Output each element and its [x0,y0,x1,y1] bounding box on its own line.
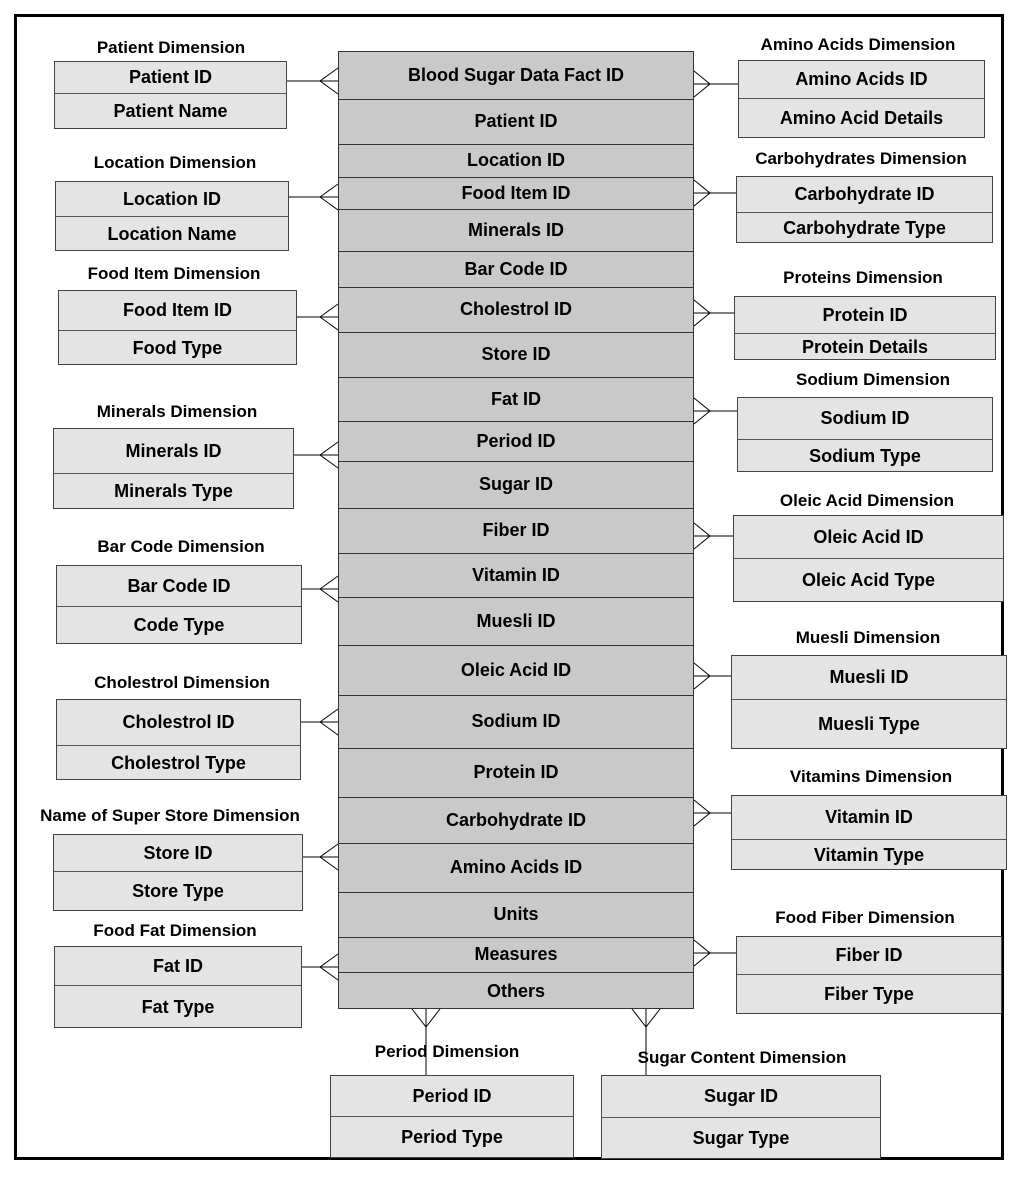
carbohydrates-dimension-table [736,176,993,243]
dimension-row-divider [737,974,1001,975]
location-dimension-title: Location Dimension [93,153,257,172]
location-dimension-table [55,181,289,251]
sugar-content-dimension-table [601,1075,881,1159]
fact-row-divider [339,553,693,554]
bar-code-dimension-title: Bar Code Dimension [97,537,265,556]
dimension-field: Patient Name [113,101,228,121]
dimension-field: Sodium Type [809,445,921,466]
dimension-row-divider [738,439,992,440]
fact-row-divider [339,797,693,798]
dimension-field: Fiber Type [824,984,914,1004]
period-dimension-title: Period Dimension [374,1042,520,1061]
fact-field: Sodium ID [471,711,561,731]
fact-row-divider [339,99,693,100]
fact-row-divider [339,972,693,973]
proteins-crows-foot [694,300,710,313]
minerals-crows-foot [320,455,338,468]
dimension-row-divider [55,985,301,986]
vitamins-dimension-title: Vitamins Dimension [789,767,953,786]
sodium-dimension-title: Sodium Dimension [796,370,950,389]
super-store-dimension-table [53,834,303,911]
fact-field: Fat ID [490,388,541,409]
amino-acids-dimension-table [738,60,985,138]
food-fiber-crows-foot [694,953,710,966]
patient-crows-foot [320,68,338,81]
dimension-field: Protein ID [822,304,908,325]
muesli-crows-foot [694,663,710,676]
food-item-dimension-title: Food Item Dimension [87,264,261,283]
cholestrol-crows-foot [320,722,338,735]
fact-field: Vitamin ID [472,564,560,585]
food-fat-dimension-table [54,946,302,1028]
sodium-crows-foot [694,411,710,424]
amino-acids-dimension-title: Amino Acids Dimension [760,35,956,54]
food-fiber-dimension-table [736,936,1002,1014]
oleic-acid-crows-foot [694,536,710,549]
dimension-field: Fiber ID [835,945,903,965]
muesli-crows-foot [694,676,710,689]
minerals-dimension-table [53,428,294,509]
dimension-field: Oleic Acid Type [801,570,936,590]
vitamins-crows-foot [694,813,710,826]
sodium-crows-foot [694,398,710,411]
dimension-row-divider [331,1116,573,1117]
dimension-field: Store ID [143,842,213,863]
dimension-field: Bar Code ID [127,575,231,596]
dimension-field: Protein Details [801,336,929,357]
fact-row-divider [339,287,693,288]
dimension-row-divider [735,333,995,334]
food-fat-crows-foot [320,954,338,967]
dimension-field: Period ID [412,1085,492,1106]
dimension-field: Location ID [123,188,221,209]
fact-row-divider [339,843,693,844]
period-crows-foot [426,1009,440,1027]
dimension-field: Cholestrol Type [111,752,246,773]
dimension-field: Muesli Type [818,714,920,734]
fact-field: Store ID [481,344,551,364]
oleic-acid-dimension-title: Oleic Acid Dimension [779,491,955,510]
proteins-dimension-title: Proteins Dimension [783,268,943,287]
fact-field: Cholestrol ID [459,299,572,319]
super-store-crows-foot [320,857,338,870]
dimension-row-divider [602,1117,880,1118]
dimension-field: Vitamin ID [825,807,913,827]
fact-row-divider [339,251,693,252]
amino-acids-crows-foot [694,71,710,84]
dimension-row-divider [57,606,301,607]
muesli-dimension-title: Muesli Dimension [795,628,941,647]
fact-field: Carbohydrate ID [445,809,587,830]
dimension-field: Oleic Acid ID [813,526,924,547]
carbohydrates-crows-foot [694,180,710,193]
dimension-row-divider [55,93,286,94]
oleic-acid-dimension-table [733,515,1004,602]
fact-row-divider [339,597,693,598]
fact-row-divider [339,508,693,509]
food-item-dimension-table [58,290,297,365]
dimension-field: Sugar Type [692,1128,790,1148]
minerals-dimension-title: Minerals Dimension [96,402,258,421]
carbohydrates-dimension-title: Carbohydrates Dimension [755,149,967,168]
oleic-acid-crows-foot [694,523,710,536]
fact-field: Units [493,904,539,924]
muesli-dimension-table [731,655,1007,749]
dimension-field: Code Type [133,615,225,635]
food-fiber-dimension-title: Food Fiber Dimension [775,908,955,927]
fact-field: Amino Acids ID [449,857,583,877]
dimension-field: Carbohydrate Type [783,217,946,238]
fact-row-divider [339,461,693,462]
dimension-field: Amino Acid Details [779,108,944,128]
fact-row-divider [339,209,693,210]
cholestrol-dimension-title: Cholestrol Dimension [94,673,270,692]
fact-field: Bar Code ID [464,258,568,279]
dimension-row-divider [732,839,1006,840]
fact-row-divider [339,695,693,696]
food-fat-dimension-title: Food Fat Dimension [93,921,257,940]
food-fat-crows-foot [320,967,338,980]
sugar-content-dimension-title: Sugar Content Dimension [637,1048,847,1067]
fact-field: Period ID [476,430,556,451]
dimension-field: Food Type [132,337,223,358]
fact-field: Oleic Acid ID [460,659,572,680]
dimension-field: Fat Type [141,996,215,1017]
dimension-row-divider [732,699,1006,700]
fact-row-divider [339,177,693,178]
sodium-dimension-table [737,397,993,472]
fact-row-divider [339,748,693,749]
dimension-row-divider [57,745,300,746]
dimension-field: Minerals ID [125,440,222,461]
vitamins-dimension-table [731,795,1007,870]
dimension-row-divider [54,871,302,872]
fact-row-divider [339,937,693,938]
food-fiber-crows-foot [694,940,710,953]
super-store-dimension-title: Name of Super Store Dimension [40,806,300,825]
dimension-row-divider [59,330,296,331]
dimension-field: Sodium ID [820,408,910,428]
food-item-crows-foot [320,317,338,330]
dimension-field: Location Name [107,223,237,244]
fact-row-divider [339,421,693,422]
dimension-field: Carbohydrate ID [794,184,935,204]
fact-field: Food Item ID [461,182,571,203]
carbohydrates-crows-foot [694,193,710,206]
dimension-field: Fat ID [152,955,203,976]
fact-row-divider [339,377,693,378]
dimension-row-divider [54,473,293,474]
fact-row-divider [339,645,693,646]
fact-row-divider [339,892,693,893]
patient-crows-foot [320,81,338,94]
minerals-crows-foot [320,442,338,455]
fact-field: Sugar ID [478,474,553,494]
fact-field: Minerals ID [467,219,565,240]
proteins-crows-foot [694,313,710,326]
super-store-crows-foot [320,844,338,857]
dimension-field: Vitamin Type [813,844,925,865]
dimension-field: Amino Acids ID [795,69,928,89]
sugar-content-crows-foot [632,1009,646,1027]
dimension-field: Food Item ID [123,300,232,320]
dimension-field: Muesli ID [829,667,909,687]
dimension-field: Minerals Type [114,481,233,501]
bar-code-crows-foot [320,589,338,602]
bar-code-crows-foot [320,576,338,589]
dimension-field: Store Type [132,881,224,901]
fact-field: Blood Sugar Data Fact ID [407,65,625,85]
cholestrol-crows-foot [320,709,338,722]
fact-field: Measures [474,944,558,964]
period-dimension-table [330,1075,574,1158]
dimension-field: Sugar ID [703,1086,778,1106]
proteins-dimension-table [734,296,996,360]
dimension-row-divider [734,558,1003,559]
food-item-crows-foot [320,304,338,317]
cholestrol-dimension-table [56,699,301,780]
dimension-row-divider [56,216,288,217]
fact-field: Others [486,980,546,1001]
dimension-field: Cholestrol ID [122,712,235,732]
fact-row-divider [339,144,693,145]
fact-field: Location ID [467,150,565,170]
fact-field: Fiber ID [482,520,550,540]
sugar-content-crows-foot [646,1009,660,1027]
fact-field: Muesli ID [476,610,556,631]
bar-code-dimension-table [56,565,302,644]
fact-field: Patient ID [474,111,558,131]
location-crows-foot [320,184,338,197]
location-crows-foot [320,197,338,210]
patient-dimension-title: Patient Dimension [96,38,246,57]
fact-table [338,51,694,1009]
fact-field: Protein ID [473,762,559,782]
amino-acids-crows-foot [694,84,710,97]
patient-dimension-table [54,61,287,129]
dimension-field: Patient ID [128,67,212,87]
dimension-field: Period Type [401,1127,503,1147]
vitamins-crows-foot [694,800,710,813]
dimension-row-divider [739,98,984,99]
fact-row-divider [339,332,693,333]
dimension-row-divider [737,212,992,213]
period-crows-foot [412,1009,426,1027]
